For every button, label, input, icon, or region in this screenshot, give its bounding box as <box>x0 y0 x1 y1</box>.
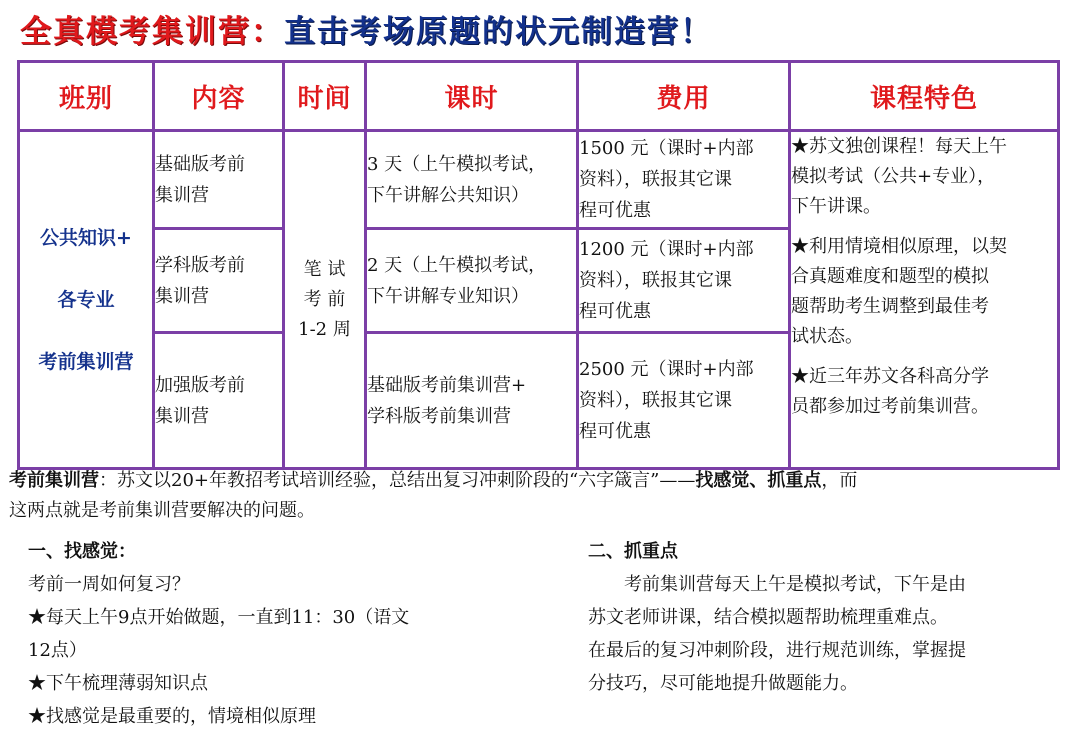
title-part-1: 全真模考集训营： <box>20 14 284 50</box>
time-line: 1-2 周 <box>298 318 351 340</box>
hours-cell <box>366 333 578 469</box>
feature-line: ★利用情境相似原理，以契 <box>791 236 1007 257</box>
section-line: 12点） <box>28 640 87 661</box>
content-line: 集训营 <box>155 405 209 427</box>
content-cell <box>154 333 284 469</box>
fee-line: 1500 元（课时+内部 <box>579 138 754 159</box>
intro-text: ：苏文以20+年教招考试培训经验，总结出复习冲刺阶段的“六字箴言”—— <box>99 470 696 491</box>
hours-line: 2 天（上午模拟考试， <box>367 254 547 276</box>
feature-line: 模拟考试（公共+专业）， <box>791 166 996 187</box>
fee-cell <box>578 131 790 229</box>
time-cell <box>284 131 366 469</box>
feature-line: ★苏文独创课程！每天上午 <box>791 136 1007 157</box>
feature-line: 试状态。 <box>791 326 863 347</box>
header-class: 班别 <box>19 62 154 131</box>
content-cell <box>154 229 284 333</box>
intro-line-1 <box>9 466 1069 496</box>
section-line: 考前集训营每天上午是模拟考试，下午是由 <box>588 574 966 595</box>
hours-line: 下午讲解专业知识） <box>367 285 529 307</box>
fee-line: 程可优惠 <box>579 301 651 322</box>
feature-line: 题帮助考生调整到最佳考 <box>791 296 989 317</box>
intro-text: ，而 <box>821 470 858 491</box>
section-line: ★每天上午9点开始做题，一直到11：30（语文 <box>28 607 410 628</box>
fee-line: 程可优惠 <box>579 421 651 442</box>
fee-line: 资料），联报其它课 <box>579 270 732 291</box>
intro-label: 考前集训营 <box>9 470 99 491</box>
fee-cell <box>578 333 790 469</box>
feature-line: 合真题难度和题型的模拟 <box>791 266 989 287</box>
content-line: 学科版考前 <box>155 254 245 276</box>
fee-cell <box>578 229 790 333</box>
section-line: ★下午梳理薄弱知识点 <box>28 673 208 694</box>
feature-item <box>791 362 1057 422</box>
header-time: 时间 <box>284 62 366 131</box>
fee-line: 程可优惠 <box>579 200 651 221</box>
fee-line: 资料），联报其它课 <box>579 390 732 411</box>
features-cell <box>790 131 1059 469</box>
table-row <box>19 131 1059 229</box>
section-line: ★找感觉是最重要的，情境相似原理 <box>28 706 316 727</box>
hours-line: 下午讲解公共知识） <box>367 184 529 206</box>
class-name-line: 公共知识+ <box>40 226 132 249</box>
class-name-cell <box>19 131 154 469</box>
intro-paragraph <box>9 466 1069 526</box>
header-hours: 课时 <box>366 62 578 131</box>
feature-item <box>791 132 1057 222</box>
class-name-line: 考前集训营 <box>38 350 134 373</box>
course-table <box>17 60 1060 470</box>
page-title <box>20 6 713 54</box>
time-line: 笔 试 <box>303 258 346 280</box>
fee-line: 1200 元（课时+内部 <box>579 239 754 260</box>
table-header-row <box>19 62 1059 131</box>
feature-line: 员都参加过考前集训营。 <box>791 396 989 417</box>
content-line: 基础版考前 <box>155 153 245 175</box>
section-find-feeling <box>28 535 548 733</box>
hours-line: 3 天（上午模拟考试， <box>367 153 547 175</box>
title-part-2: 直击考场原题的状元制造营！ <box>284 14 713 50</box>
content-cell <box>154 131 284 229</box>
time-line: 考 前 <box>303 288 346 310</box>
section-heading: 一、找感觉： <box>28 541 136 562</box>
feature-item <box>791 232 1057 352</box>
header-features: 课程特色 <box>790 62 1059 131</box>
intro-line-2: 这两点就是考前集训营要解决的问题。 <box>9 500 315 521</box>
section-line: 苏文老师讲课，结合模拟题帮助梳理重难点。 <box>588 607 948 628</box>
feature-line: ★近三年苏文各科高分学 <box>791 366 989 387</box>
fee-line: 2500 元（课时+内部 <box>579 359 754 380</box>
section-line: 在最后的复习冲刺阶段，进行规范训练，掌握提 <box>588 640 966 661</box>
fee-line: 资料），联报其它课 <box>579 169 732 190</box>
content-line: 集训营 <box>155 184 209 206</box>
content-line: 加强版考前 <box>155 374 245 396</box>
feature-line: 下午讲课。 <box>791 196 881 217</box>
class-name-line: 各专业 <box>57 288 115 311</box>
hours-line: 学科版考前集训营 <box>367 405 511 427</box>
section-line: 考前一周如何复习？ <box>28 574 190 595</box>
hours-line: 基础版考前集训营+ <box>367 374 527 396</box>
hours-cell <box>366 229 578 333</box>
section-heading: 二、抓重点 <box>588 541 678 562</box>
header-content: 内容 <box>154 62 284 131</box>
content-line: 集训营 <box>155 285 209 307</box>
hours-cell <box>366 131 578 229</box>
header-fee: 费用 <box>578 62 790 131</box>
section-line: 分技巧，尽可能地提升做题能力。 <box>588 673 858 694</box>
section-key-points <box>588 535 1068 700</box>
intro-emphasis: 找感觉、抓重点 <box>695 470 822 491</box>
